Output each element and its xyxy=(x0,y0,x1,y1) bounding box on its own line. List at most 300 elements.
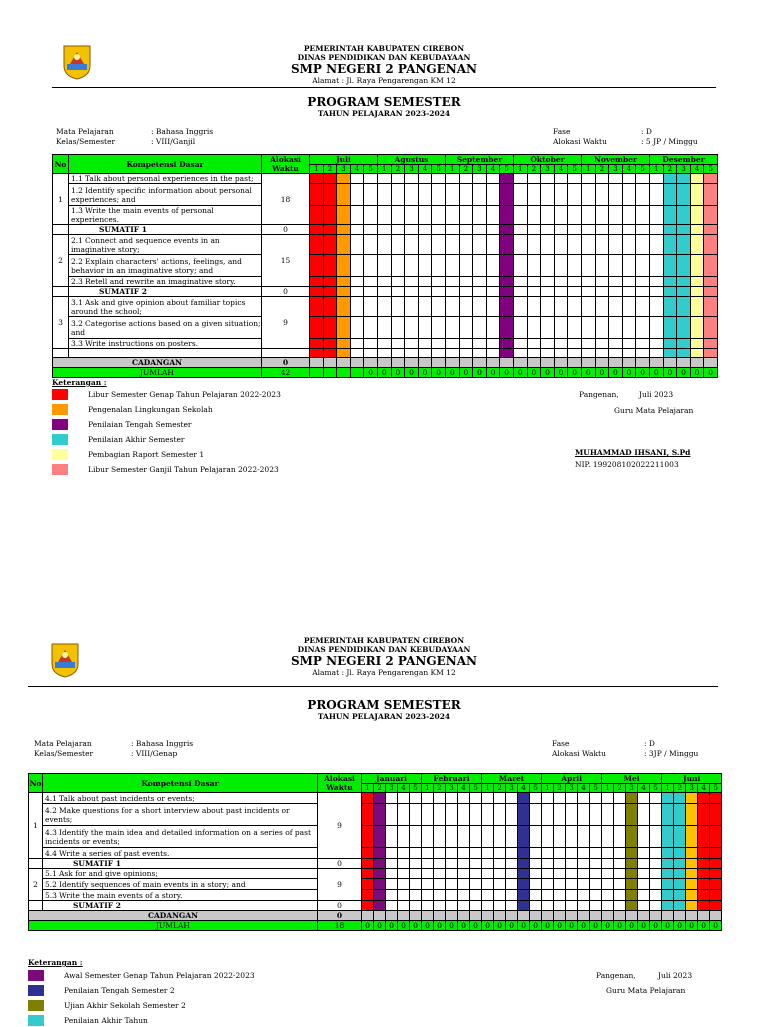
legend-swatch xyxy=(52,464,68,475)
week-cell xyxy=(568,225,582,235)
competency-text: Write a series of past events. xyxy=(59,848,170,858)
week-cell xyxy=(410,879,422,890)
info-left xyxy=(56,127,213,147)
week-cell xyxy=(662,859,674,869)
signature-block xyxy=(596,970,692,997)
week-cell xyxy=(410,859,422,869)
header-alokasi-2: Waktu xyxy=(272,164,299,173)
week-total: 0 xyxy=(500,368,514,378)
week-cell xyxy=(622,339,636,349)
competency-text: Write the main events of personal experiences. xyxy=(71,206,214,224)
header-alokasi-1: Alokasi xyxy=(270,155,301,164)
program-semester-table xyxy=(28,773,722,931)
week-cell xyxy=(614,879,626,890)
week-cell xyxy=(350,255,364,277)
week-cell xyxy=(566,911,578,921)
blank-cell xyxy=(53,287,69,297)
week-cell xyxy=(609,206,623,225)
week-cell xyxy=(614,848,626,859)
week-cell xyxy=(554,225,568,235)
week-number: 5 xyxy=(470,784,482,793)
week-cell xyxy=(500,339,514,349)
week-cell xyxy=(541,206,555,225)
competency-number: 4.2 xyxy=(45,805,57,815)
week-number: 5 xyxy=(432,165,446,174)
info-left xyxy=(34,739,193,759)
week-cell xyxy=(337,277,351,287)
month-header: Februari xyxy=(422,774,482,784)
week-cell xyxy=(626,911,638,921)
total-label: JUMLAH xyxy=(29,921,318,931)
week-cell xyxy=(386,804,398,826)
week-cell xyxy=(350,206,364,225)
week-number: 2 xyxy=(614,784,626,793)
week-number: 5 xyxy=(650,784,662,793)
week-cell xyxy=(649,297,663,317)
week-cell xyxy=(595,349,609,358)
week-cell xyxy=(494,901,506,911)
week-cell xyxy=(398,826,410,848)
week-cell xyxy=(674,890,686,901)
legend-title: Keterangan : xyxy=(52,378,107,387)
week-number: 3 xyxy=(337,165,351,174)
week-cell xyxy=(636,174,650,184)
header-no: No xyxy=(53,155,69,174)
week-cell xyxy=(494,793,506,804)
week-cell xyxy=(432,255,446,277)
week-cell xyxy=(554,235,568,255)
week-cell xyxy=(710,879,722,890)
week-number: 2 xyxy=(663,165,677,174)
week-number: 5 xyxy=(704,165,718,174)
week-cell xyxy=(690,358,704,368)
week-cell xyxy=(513,206,527,225)
header-alokasi xyxy=(262,155,310,174)
reserve-label: CADANGAN xyxy=(53,358,262,368)
week-cell xyxy=(434,826,446,848)
week-cell xyxy=(405,235,419,255)
week-cell xyxy=(405,287,419,297)
week-cell xyxy=(386,848,398,859)
week-number: 4 xyxy=(486,165,500,174)
letterhead-divider xyxy=(52,87,716,88)
week-number: 5 xyxy=(500,165,514,174)
week-cell xyxy=(482,859,494,869)
week-total: 0 xyxy=(710,921,722,931)
blank-cell xyxy=(53,225,69,235)
week-cell xyxy=(362,901,374,911)
week-cell xyxy=(710,793,722,804)
week-cell xyxy=(578,848,590,859)
week-total: 0 xyxy=(473,368,487,378)
week-cell xyxy=(337,349,351,358)
week-cell xyxy=(663,349,677,358)
week-cell xyxy=(578,911,590,921)
week-cell xyxy=(482,879,494,890)
week-cell xyxy=(473,235,487,255)
month-header: Mei xyxy=(602,774,662,784)
week-cell xyxy=(386,869,398,879)
week-cell xyxy=(698,901,710,911)
week-number: 4 xyxy=(418,165,432,174)
week-cell xyxy=(568,339,582,349)
week-cell xyxy=(432,339,446,349)
week-cell xyxy=(650,848,662,859)
week-number: 1 xyxy=(482,784,494,793)
week-cell xyxy=(590,869,602,879)
week-cell xyxy=(677,174,691,184)
week-number: 1 xyxy=(362,784,374,793)
week-cell xyxy=(614,793,626,804)
week-number: 2 xyxy=(554,784,566,793)
week-number: 1 xyxy=(310,165,324,174)
legend-list xyxy=(28,970,328,1024)
week-cell xyxy=(595,358,609,368)
week-cell xyxy=(710,890,722,901)
week-cell xyxy=(595,174,609,184)
week-cell xyxy=(554,890,566,901)
week-cell xyxy=(513,297,527,317)
week-cell xyxy=(609,297,623,317)
week-cell xyxy=(418,255,432,277)
legend xyxy=(28,958,83,967)
week-cell xyxy=(432,287,446,297)
week-number: 1 xyxy=(445,165,459,174)
week-cell xyxy=(377,339,391,349)
week-cell xyxy=(323,225,337,235)
table-row xyxy=(53,184,718,206)
week-cell xyxy=(698,793,710,804)
week-cell xyxy=(690,349,704,358)
week-cell xyxy=(626,826,638,848)
week-number: 2 xyxy=(459,165,473,174)
week-cell xyxy=(364,339,378,349)
legend-label: Penilaian Tengah Semester 2 xyxy=(64,986,175,995)
alokasi-value: : 3JP / Minggu xyxy=(644,749,699,758)
week-cell xyxy=(446,826,458,848)
week-cell xyxy=(649,277,663,287)
week-cell xyxy=(310,349,324,358)
week-cell xyxy=(459,297,473,317)
legend-swatch xyxy=(28,970,44,981)
week-cell xyxy=(445,184,459,206)
week-cell xyxy=(527,235,541,255)
week-cell xyxy=(704,206,718,225)
week-number: 1 xyxy=(581,165,595,174)
week-cell xyxy=(602,879,614,890)
competency-text: Talk about past incidents or events; xyxy=(59,793,195,803)
week-cell xyxy=(323,255,337,277)
week-cell xyxy=(554,358,568,368)
week-cell xyxy=(638,848,650,859)
week-cell xyxy=(500,277,514,287)
week-number: 3 xyxy=(677,165,691,174)
week-cell xyxy=(541,255,555,277)
week-cell xyxy=(377,225,391,235)
legend-swatch xyxy=(52,419,68,430)
week-cell xyxy=(638,804,650,826)
week-cell xyxy=(500,184,514,206)
total-row xyxy=(53,368,718,378)
week-cell xyxy=(690,317,704,339)
week-cell xyxy=(649,349,663,358)
competency-item xyxy=(69,206,262,225)
week-cell xyxy=(626,859,638,869)
week-number: 4 xyxy=(458,784,470,793)
competency-item xyxy=(69,184,262,206)
week-cell xyxy=(690,255,704,277)
week-cell xyxy=(595,287,609,297)
mapel-label: Mata Pelajaran xyxy=(56,127,114,136)
week-cell xyxy=(459,339,473,349)
sumatif-label: SUMATIF 2 xyxy=(69,287,262,297)
week-cell xyxy=(677,287,691,297)
week-cell xyxy=(602,804,614,826)
week-total: 0 xyxy=(698,921,710,931)
week-cell xyxy=(663,174,677,184)
week-cell xyxy=(542,793,554,804)
week-cell xyxy=(581,287,595,297)
reserve-allocation: 0 xyxy=(318,911,362,921)
week-cell xyxy=(622,277,636,287)
week-cell xyxy=(622,235,636,255)
fase-label: Fase xyxy=(552,739,570,748)
week-cell xyxy=(649,206,663,225)
week-cell xyxy=(541,277,555,287)
week-cell xyxy=(513,184,527,206)
week-total: 0 xyxy=(518,921,530,931)
week-cell xyxy=(398,879,410,890)
school-address: Alamat : Jl. Raya Pengarengan KM 12 xyxy=(312,76,456,85)
week-cell xyxy=(686,890,698,901)
week-cell xyxy=(418,277,432,287)
week-total: 0 xyxy=(622,368,636,378)
week-cell xyxy=(704,297,718,317)
week-number: 2 xyxy=(374,784,386,793)
week-cell xyxy=(554,287,568,297)
week-cell xyxy=(470,859,482,869)
week-cell xyxy=(513,339,527,349)
week-cell xyxy=(527,184,541,206)
week-cell xyxy=(566,879,578,890)
week-cell xyxy=(482,826,494,848)
week-total: 0 xyxy=(690,368,704,378)
week-cell xyxy=(609,277,623,287)
month-header: September xyxy=(445,155,513,165)
week-total: 0 xyxy=(554,368,568,378)
blank-cell xyxy=(29,901,43,911)
week-cell xyxy=(486,339,500,349)
table-row xyxy=(29,890,722,901)
competency-text: Ask and give opinion about familiar topics around the school; xyxy=(71,297,246,316)
week-cell xyxy=(698,911,710,921)
week-total: 0 xyxy=(458,921,470,931)
week-cell xyxy=(663,206,677,225)
week-cell xyxy=(662,848,674,859)
competency-number: 1.3 xyxy=(71,206,83,215)
week-cell xyxy=(377,206,391,225)
week-total: 0 xyxy=(541,368,555,378)
week-cell xyxy=(432,235,446,255)
header-kompetensi: Kompetensi Dasar xyxy=(69,155,262,174)
week-number: 2 xyxy=(527,165,541,174)
week-cell xyxy=(446,848,458,859)
week-cell xyxy=(323,339,337,349)
week-cell xyxy=(622,297,636,317)
week-cell xyxy=(323,287,337,297)
week-cell xyxy=(432,225,446,235)
week-number: 2 xyxy=(434,784,446,793)
week-total: 0 xyxy=(568,368,582,378)
week-cell xyxy=(486,225,500,235)
competency-text: Ask for and give opinions; xyxy=(59,869,158,878)
allocation-value: 9 xyxy=(318,793,362,859)
week-total: 0 xyxy=(614,921,626,931)
week-cell xyxy=(662,793,674,804)
week-total: 0 xyxy=(609,368,623,378)
week-cell xyxy=(391,339,405,349)
week-cell xyxy=(698,848,710,859)
week-cell xyxy=(434,879,446,890)
week-cell xyxy=(542,869,554,879)
week-cell xyxy=(482,890,494,901)
letterhead xyxy=(0,44,768,86)
week-cell xyxy=(513,317,527,339)
week-cell xyxy=(663,339,677,349)
week-cell xyxy=(391,317,405,339)
week-cell xyxy=(310,174,324,184)
legend-label: Pembagian Raport Semester 1 xyxy=(88,450,205,459)
week-cell xyxy=(506,826,518,848)
week-cell xyxy=(458,826,470,848)
table-row xyxy=(29,793,722,804)
week-cell xyxy=(578,826,590,848)
week-total: 0 xyxy=(636,368,650,378)
week-number: 2 xyxy=(391,165,405,174)
week-cell xyxy=(350,317,364,339)
week-cell xyxy=(494,879,506,890)
week-cell xyxy=(434,793,446,804)
week-cell xyxy=(541,317,555,339)
week-cell xyxy=(602,859,614,869)
week-cell xyxy=(530,804,542,826)
week-cell xyxy=(704,225,718,235)
week-cell xyxy=(422,804,434,826)
week-number: 3 xyxy=(506,784,518,793)
week-cell xyxy=(459,235,473,255)
week-number: 3 xyxy=(446,784,458,793)
week-number: 3 xyxy=(386,784,398,793)
week-cell xyxy=(626,879,638,890)
week-total: 0 xyxy=(494,921,506,931)
week-cell xyxy=(530,793,542,804)
week-cell xyxy=(486,277,500,287)
week-cell xyxy=(710,869,722,879)
letterhead-gov: PEMERINTAH KABUPATEN CIREBON xyxy=(303,636,465,645)
week-cell xyxy=(518,804,530,826)
week-cell xyxy=(459,277,473,287)
week-cell xyxy=(554,255,568,277)
week-cell xyxy=(418,349,432,358)
week-number: 4 xyxy=(350,165,364,174)
week-cell xyxy=(350,225,364,235)
table-row xyxy=(53,174,718,184)
week-cell xyxy=(650,793,662,804)
week-cell xyxy=(649,255,663,277)
fase-label: Fase xyxy=(553,127,571,136)
header-no: No xyxy=(29,774,43,793)
legend-swatch xyxy=(52,449,68,460)
week-cell xyxy=(690,235,704,255)
week-number: 3 xyxy=(405,165,419,174)
month-header: Juni xyxy=(662,774,722,784)
week-cell xyxy=(445,277,459,287)
week-number: 1 xyxy=(662,784,674,793)
doc-title-block xyxy=(0,698,768,722)
week-cell xyxy=(674,901,686,911)
week-cell xyxy=(391,297,405,317)
week-cell xyxy=(650,879,662,890)
competency-item xyxy=(69,317,262,339)
week-cell xyxy=(542,879,554,890)
week-cell xyxy=(418,206,432,225)
week-cell xyxy=(578,879,590,890)
week-cell xyxy=(418,225,432,235)
month-header: November xyxy=(581,155,649,165)
week-cell xyxy=(674,879,686,890)
week-cell xyxy=(364,287,378,297)
week-number: 1 xyxy=(513,165,527,174)
week-cell xyxy=(473,206,487,225)
week-cell xyxy=(506,793,518,804)
header-kompetensi: Kompetensi Dasar xyxy=(43,774,318,793)
week-cell xyxy=(710,804,722,826)
week-cell xyxy=(337,235,351,255)
week-number: 4 xyxy=(578,784,590,793)
header-alokasi-2: Waktu xyxy=(326,783,353,792)
week-cell xyxy=(506,890,518,901)
week-total: 0 xyxy=(530,921,542,931)
allocation-value: 9 xyxy=(318,869,362,901)
week-cell xyxy=(554,297,568,317)
school-address: Alamat : Jl. Raya Pengarengan KM 12 xyxy=(312,668,456,677)
week-cell xyxy=(568,174,582,184)
week-cell xyxy=(674,911,686,921)
table-row xyxy=(53,349,718,358)
week-cell xyxy=(636,255,650,277)
week-cell xyxy=(422,826,434,848)
week-cell xyxy=(494,826,506,848)
week-cell xyxy=(649,358,663,368)
reserve-label: CADANGAN xyxy=(29,911,318,921)
week-cell xyxy=(391,225,405,235)
week-total: 0 xyxy=(362,921,374,931)
group-number: 2 xyxy=(53,235,69,287)
week-cell xyxy=(473,255,487,277)
doc-title: PROGRAM SEMESTER xyxy=(307,698,461,712)
week-cell xyxy=(649,339,663,349)
sumatif-allocation: 0 xyxy=(262,287,310,297)
competency-item xyxy=(69,297,262,317)
week-cell xyxy=(614,890,626,901)
week-cell xyxy=(445,255,459,277)
week-cell xyxy=(500,297,514,317)
table-row xyxy=(29,826,722,848)
week-cell xyxy=(434,890,446,901)
week-total: 0 xyxy=(650,921,662,931)
week-cell xyxy=(374,869,386,879)
week-cell xyxy=(650,826,662,848)
